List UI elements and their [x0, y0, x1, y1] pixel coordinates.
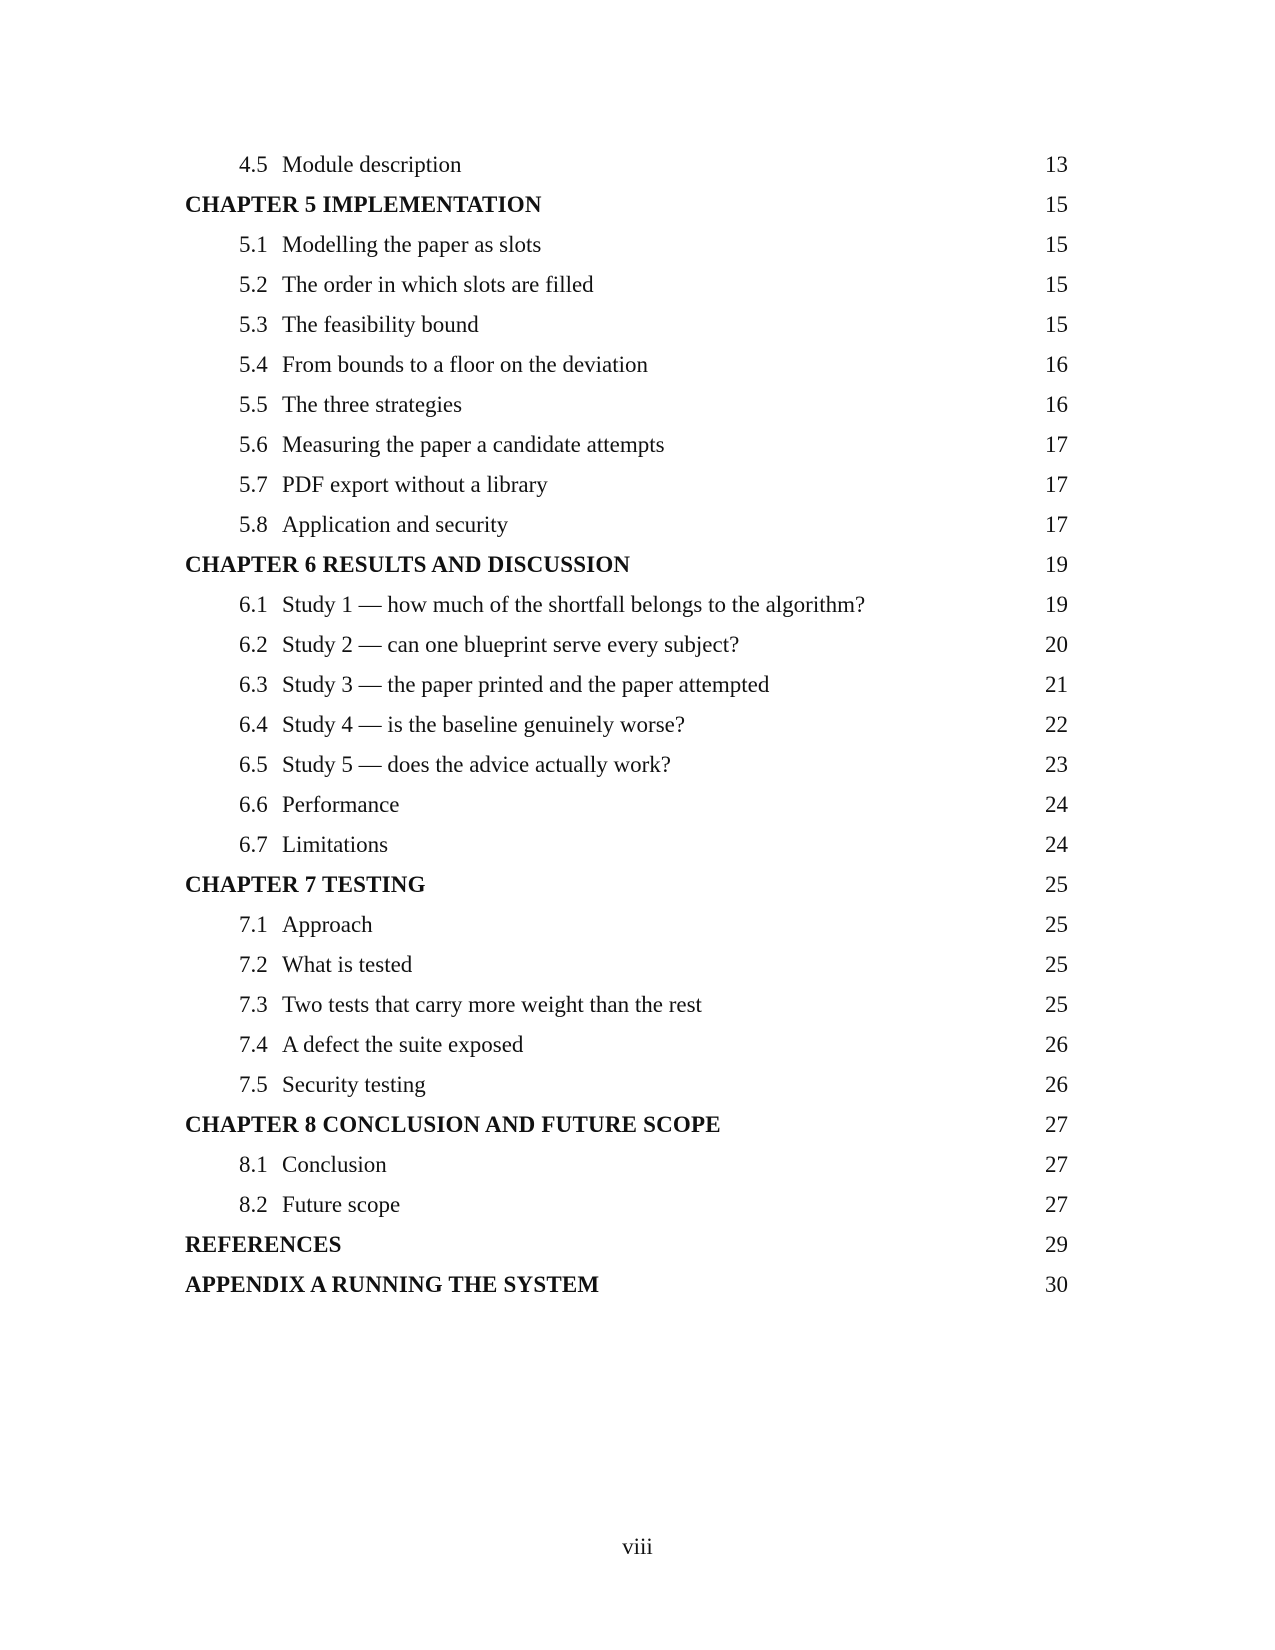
toc-chapter-title: CHAPTER 8 CONCLUSION AND FUTURE SCOPE: [185, 1112, 721, 1137]
toc-section-number: 5.7: [239, 472, 268, 497]
toc-section-entry: [185, 345, 1068, 385]
toc-section-number: 6.6: [239, 792, 268, 817]
toc-section-number: 7.1: [239, 912, 268, 937]
toc-section-title: Study 5 — does the advice actually work?: [282, 752, 671, 777]
toc-section-title: The feasibility bound: [282, 312, 479, 337]
toc-chapter-entry: [185, 1225, 1068, 1265]
toc-section-number: 5.5: [239, 392, 268, 417]
toc-page-number: 13: [1045, 152, 1068, 177]
toc-page-number: 17: [1045, 512, 1068, 537]
toc-section-number: 6.7: [239, 832, 268, 857]
toc-page-number: 22: [1045, 712, 1068, 737]
toc-section-number: 6.2: [239, 632, 268, 657]
toc-section-title: Security testing: [282, 1072, 426, 1097]
toc-page-number: 24: [1045, 792, 1068, 817]
toc-section-title: Approach: [282, 912, 373, 937]
toc-section-number: 5.4: [239, 352, 268, 377]
toc-page-number: 26: [1045, 1032, 1068, 1057]
toc-page-number: 25: [1045, 912, 1068, 937]
toc-section-entry: [185, 1145, 1068, 1185]
toc-page-number: 19: [1045, 592, 1068, 617]
toc-section-number: 6.5: [239, 752, 268, 777]
toc-section-number: 6.4: [239, 712, 268, 737]
toc-chapter-entry: [185, 865, 1068, 905]
toc-chapter-title: CHAPTER 5 IMPLEMENTATION: [185, 192, 542, 217]
toc-page-number: 24: [1045, 832, 1068, 857]
toc-section-number: 7.4: [239, 1032, 268, 1057]
toc-chapter-entry: [185, 1265, 1068, 1305]
toc-page-number: 19: [1045, 552, 1068, 577]
toc-section-number: 4.5: [239, 152, 268, 177]
toc-section-entry: [185, 665, 1068, 705]
toc-section-number: 8.2: [239, 1192, 268, 1217]
toc-section-title: Two tests that carry more weight than the rest: [282, 992, 702, 1017]
toc-section-number: 6.3: [239, 672, 268, 697]
table-of-contents: [185, 145, 1068, 1305]
toc-section-title: Study 4 — is the baseline genuinely worse?: [282, 712, 686, 737]
toc-chapter-title: APPENDIX A RUNNING THE SYSTEM: [185, 1272, 600, 1297]
toc-page-number: 17: [1045, 432, 1068, 457]
toc-section-number: 5.8: [239, 512, 268, 537]
toc-section-title: What is tested: [282, 952, 413, 977]
toc-section-title: Application and security: [282, 512, 509, 537]
toc-section-title: Performance: [282, 792, 400, 817]
toc-section-number: 8.1: [239, 1152, 268, 1177]
toc-section-title: Future scope: [282, 1192, 401, 1217]
toc-section-number: 7.2: [239, 952, 268, 977]
toc-section-entry: [185, 825, 1068, 865]
toc-section-entry: [185, 225, 1068, 265]
toc-section-entry: [185, 985, 1068, 1025]
toc-section-title: The three strategies: [282, 392, 463, 417]
toc-section-title: The order in which slots are filled: [282, 272, 594, 297]
toc-page-number: 30: [1045, 1272, 1068, 1297]
toc-page-number: 15: [1045, 232, 1068, 257]
toc-section-title: Module description: [282, 152, 462, 177]
toc-section-entry: [185, 1185, 1068, 1225]
toc-section-entry: [185, 385, 1068, 425]
toc-chapter-title: REFERENCES: [185, 1232, 342, 1257]
toc-page-number: 27: [1045, 1152, 1068, 1177]
toc-section-number: 5.1: [239, 232, 268, 257]
toc-section-entry: [185, 785, 1068, 825]
toc-section-entry: [185, 425, 1068, 465]
toc-section-number: 6.1: [239, 592, 268, 617]
toc-section-entry: [185, 705, 1068, 745]
toc-section-title: PDF export without a library: [282, 472, 548, 497]
toc-section-entry: [185, 945, 1068, 985]
toc-section-number: 7.3: [239, 992, 268, 1017]
toc-section-entry: [185, 505, 1068, 545]
toc-page-number: 27: [1045, 1112, 1068, 1137]
toc-section-number: 5.6: [239, 432, 268, 457]
toc-page-number: 23: [1045, 752, 1068, 777]
toc-section-title: Measuring the paper a candidate attempts: [282, 432, 665, 457]
toc-page-number: 25: [1045, 992, 1068, 1017]
toc-page-number: 15: [1045, 192, 1068, 217]
toc-page-number: 27: [1045, 1192, 1068, 1217]
toc-section-entry: [185, 585, 1068, 625]
toc-section-number: 5.2: [239, 272, 268, 297]
toc-chapter-entry: [185, 1105, 1068, 1145]
toc-page-number: 26: [1045, 1072, 1068, 1097]
toc-chapter-entry: [185, 185, 1068, 225]
toc-page-number: 15: [1045, 272, 1068, 297]
toc-section-title: Modelling the paper as slots: [282, 232, 542, 257]
toc-section-entry: [185, 1065, 1068, 1105]
toc-section-entry: [185, 305, 1068, 345]
toc-section-title: Study 1 — how much of the shortfall belongs to the algorithm?: [282, 592, 866, 617]
toc-section-entry: [185, 745, 1068, 785]
toc-section-entry: [185, 905, 1068, 945]
toc-chapter-title: CHAPTER 7 TESTING: [185, 872, 426, 897]
toc-chapter-title: CHAPTER 6 RESULTS AND DISCUSSION: [185, 552, 631, 577]
toc-section-title: Conclusion: [282, 1152, 387, 1177]
toc-page-number: 15: [1045, 312, 1068, 337]
toc-section-title: Study 2 — can one blueprint serve every subject?: [282, 632, 740, 657]
toc-section-title: From bounds to a floor on the deviation: [282, 352, 649, 377]
toc-page-number: 25: [1045, 952, 1068, 977]
toc-section-entry: [185, 1025, 1068, 1065]
toc-page-number: 29: [1045, 1232, 1068, 1257]
toc-chapter-entry: [185, 545, 1068, 585]
page-number: viii: [622, 1534, 653, 1559]
toc-section-number: 7.5: [239, 1072, 268, 1097]
toc-section-number: 5.3: [239, 312, 268, 337]
toc-page-number: 16: [1045, 352, 1068, 377]
toc-page-number: 16: [1045, 392, 1068, 417]
toc-section-entry: [185, 145, 1068, 185]
toc-section-title: Study 3 — the paper printed and the paper attempted: [282, 672, 770, 697]
toc-section-title: Limitations: [282, 832, 389, 857]
toc-page-number: 20: [1045, 632, 1068, 657]
toc-page-number: 21: [1045, 672, 1068, 697]
toc-section-entry: [185, 465, 1068, 505]
toc-section-title: A defect the suite exposed: [282, 1032, 524, 1057]
toc-section-entry: [185, 265, 1068, 305]
toc-section-entry: [185, 625, 1068, 665]
toc-page-number: 25: [1045, 872, 1068, 897]
toc-page-number: 17: [1045, 472, 1068, 497]
